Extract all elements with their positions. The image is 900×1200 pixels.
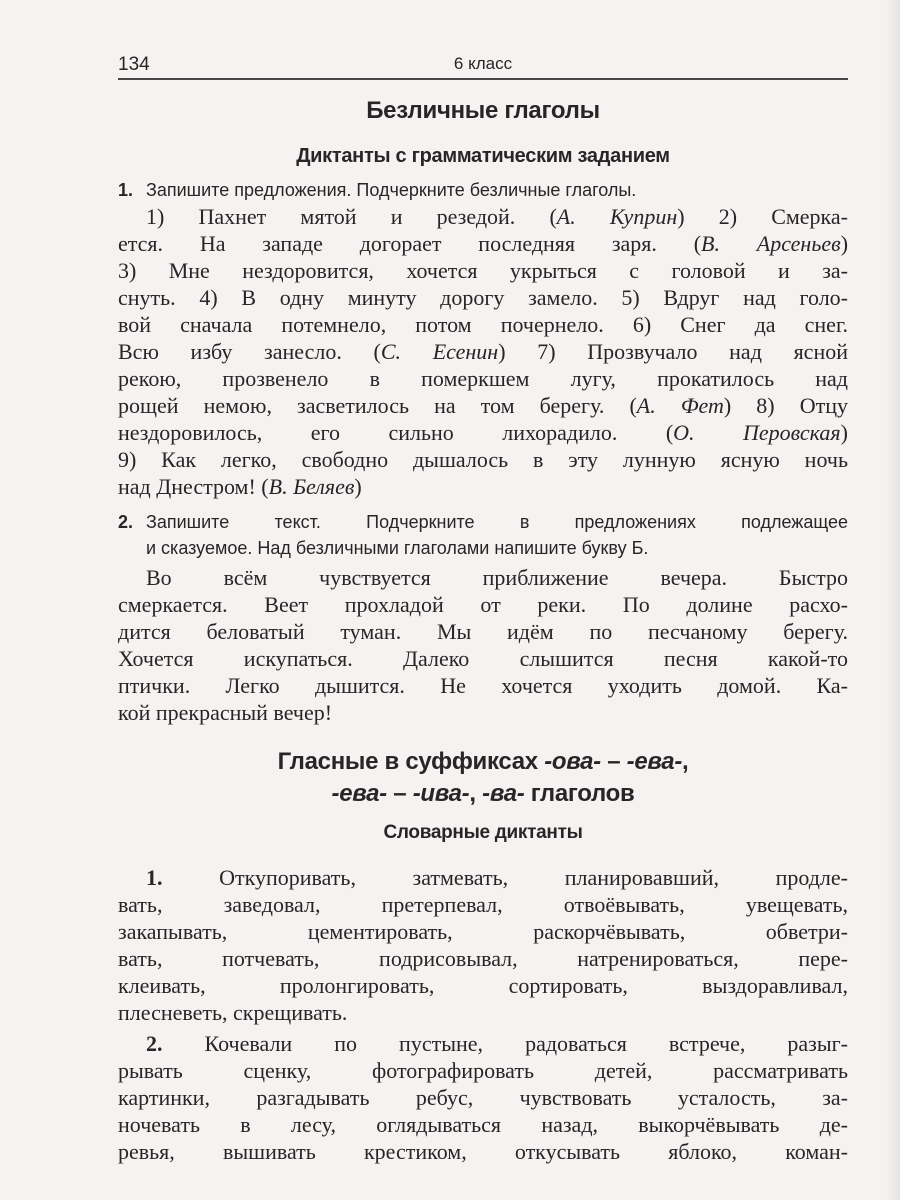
text-line bbox=[118, 446, 848, 473]
text-segment: ) 7) Прозвучало над ясной bbox=[498, 339, 848, 364]
item-number: 1. bbox=[146, 865, 163, 890]
text-segment: ревья, вышивать крестиком, откусывать яблоко, коман- bbox=[118, 1139, 848, 1164]
item-number: 2. bbox=[146, 1031, 163, 1056]
author-name: А. Куприн bbox=[556, 204, 678, 229]
text-line bbox=[118, 1138, 848, 1165]
author-name: С. Есенин bbox=[380, 339, 499, 364]
text-line bbox=[118, 338, 848, 365]
text-line bbox=[118, 203, 848, 230]
text-line bbox=[118, 999, 848, 1026]
text-segment: ночевать в лесу, оглядываться назад, выкорчёвывать де- bbox=[118, 1112, 848, 1137]
text-segment: Гласные в суффиксах bbox=[277, 748, 545, 775]
text-segment: 3) Мне нездоровится, хочется укрыться с головой и за- bbox=[118, 258, 848, 283]
text-segment: , bbox=[469, 780, 483, 807]
text-line bbox=[118, 230, 848, 257]
text-segment: Хочется искупаться. Далеко слышится песня какой-то bbox=[118, 646, 848, 671]
author-name: -ва- bbox=[482, 780, 525, 807]
text-segment: , bbox=[682, 748, 689, 775]
author-name: -ива- bbox=[412, 780, 470, 807]
page-edge-shadow bbox=[886, 0, 900, 1200]
exercise-text-1 bbox=[118, 203, 848, 500]
text-segment: смеркается. Веет прохладой от реки. По долине расхо- bbox=[118, 592, 848, 617]
task-instruction: Запишите предложения. Подчеркните безличные глаголы. bbox=[146, 180, 637, 200]
text-segment: ) bbox=[840, 231, 849, 256]
text-segment: над Днестром! ( bbox=[118, 474, 269, 499]
text-segment: 1) Пахнет мятой и резедой. ( bbox=[146, 204, 557, 229]
text-segment: ) bbox=[840, 420, 848, 445]
task-number: 2. bbox=[118, 512, 134, 532]
running-header-section: 6 класс bbox=[453, 54, 513, 73]
text-line bbox=[118, 311, 848, 338]
text-segment: нездоровилось, его сильно лихорадило. ( bbox=[118, 420, 674, 445]
section-subtitle: Диктанты с грамматическим заданием bbox=[296, 145, 670, 167]
text-segment: Откупоривать, затмевать, планировавший, продле- bbox=[162, 865, 848, 890]
text-line bbox=[118, 891, 848, 918]
author-name: В. Арсеньев bbox=[701, 231, 841, 256]
text-line bbox=[118, 365, 848, 392]
section-subtitle-2: Словарные диктанты bbox=[383, 822, 583, 843]
text-line bbox=[118, 645, 848, 672]
text-segment: Всю избу занесло. ( bbox=[118, 339, 381, 364]
text-line bbox=[118, 618, 848, 645]
text-segment: ) 2) Смерка- bbox=[677, 204, 848, 229]
text-segment: клеивать, пролонгировать, сортировать, выздоравливал, bbox=[118, 973, 848, 998]
text-segment: 9) Как легко, свободно дышалось в эту лунную ясную ночь bbox=[118, 447, 848, 472]
dictation-2 bbox=[118, 1030, 848, 1165]
text-line bbox=[118, 972, 848, 999]
section-title-line bbox=[118, 778, 848, 810]
text-segment: ) 8) Отцу bbox=[723, 393, 848, 418]
text-segment: Во всём чувствуется приближение вечера. Быстро bbox=[146, 565, 848, 590]
text-line bbox=[118, 945, 848, 972]
author-name: -ева- bbox=[626, 748, 683, 775]
section-title-2 bbox=[118, 746, 848, 810]
text-segment: рывать сценку, фотографировать детей, рассматривать bbox=[118, 1058, 848, 1083]
text-segment: рекою, прозвенело в померкшем лугу, прокатилось над bbox=[118, 366, 848, 391]
author-name: В. Беляев bbox=[268, 474, 355, 499]
author-name: -ова- bbox=[544, 748, 601, 775]
text-segment: глаголов bbox=[524, 780, 635, 807]
text-line bbox=[118, 1111, 848, 1138]
page-number: 134 bbox=[118, 54, 150, 75]
text-segment: вать, заведовал, претерпевал, отвоёвывать, увещевать, bbox=[118, 892, 848, 917]
text-segment: дится беловатый туман. Мы идём по песчаному берегу. bbox=[118, 619, 848, 644]
task-1 bbox=[118, 177, 848, 203]
text-segment: Кочевали по пустыне, радоваться встрече, разыг- bbox=[162, 1031, 848, 1056]
running-header bbox=[118, 52, 848, 80]
text-line bbox=[118, 419, 848, 446]
text-segment: ) bbox=[354, 474, 362, 499]
text-segment: картинки, разгадывать ребус, чувствовать усталость, за- bbox=[118, 1085, 848, 1110]
text-line bbox=[118, 918, 848, 945]
text-line bbox=[118, 672, 848, 699]
exercise-text-2 bbox=[118, 564, 848, 726]
text-segment: – bbox=[386, 780, 413, 807]
task-number: 1. bbox=[118, 180, 134, 200]
author-name: А. Фет bbox=[636, 393, 724, 418]
text-segment: снуть. 4) В одну минуту дорогу замело. 5) Вдруг над голо- bbox=[118, 285, 848, 310]
text-line bbox=[118, 864, 848, 891]
text-line bbox=[118, 564, 848, 591]
text-segment: – bbox=[600, 748, 627, 775]
dictation-1 bbox=[118, 864, 848, 1026]
text-segment: вой сначала потемнело, потом почернело. 6) Снег да снег. bbox=[118, 312, 848, 337]
text-line bbox=[118, 1057, 848, 1084]
task-instruction: Запишите текст. Подчеркните в предложениях подлежащее bbox=[146, 512, 848, 532]
text-segment: плесневеть, скрещивать. bbox=[118, 1000, 348, 1025]
author-name: -ева- bbox=[331, 780, 387, 807]
text-segment: кой прекрасный вечер! bbox=[118, 700, 333, 725]
text-line bbox=[118, 1084, 848, 1111]
text-line bbox=[118, 1030, 848, 1057]
text-segment: вать, потчевать, подрисовывал, натренироваться, пере- bbox=[118, 946, 848, 971]
text-segment: закапывать, цементировать, раскорчёвывать, обветри- bbox=[118, 919, 848, 944]
text-segment: ется. На западе догорает последняя заря. ( bbox=[118, 231, 702, 256]
author-name: О. Перовская bbox=[673, 420, 841, 445]
section-title: Безличные глаголы bbox=[366, 97, 600, 124]
task-2 bbox=[118, 509, 848, 561]
section-title-line bbox=[118, 746, 848, 778]
text-line bbox=[118, 284, 848, 311]
text-line bbox=[118, 257, 848, 284]
text-segment: птички. Легко дышится. Не хочется уходить домой. Ка- bbox=[118, 673, 848, 698]
text-line bbox=[118, 591, 848, 618]
text-line bbox=[118, 699, 848, 726]
text-line bbox=[118, 392, 848, 419]
text-segment: рощей немою, засветилось на том берегу. ( bbox=[118, 393, 637, 418]
task-instruction: и сказуемое. Над безличными глаголами напишите букву Б. bbox=[146, 538, 649, 558]
text-line bbox=[118, 473, 848, 500]
